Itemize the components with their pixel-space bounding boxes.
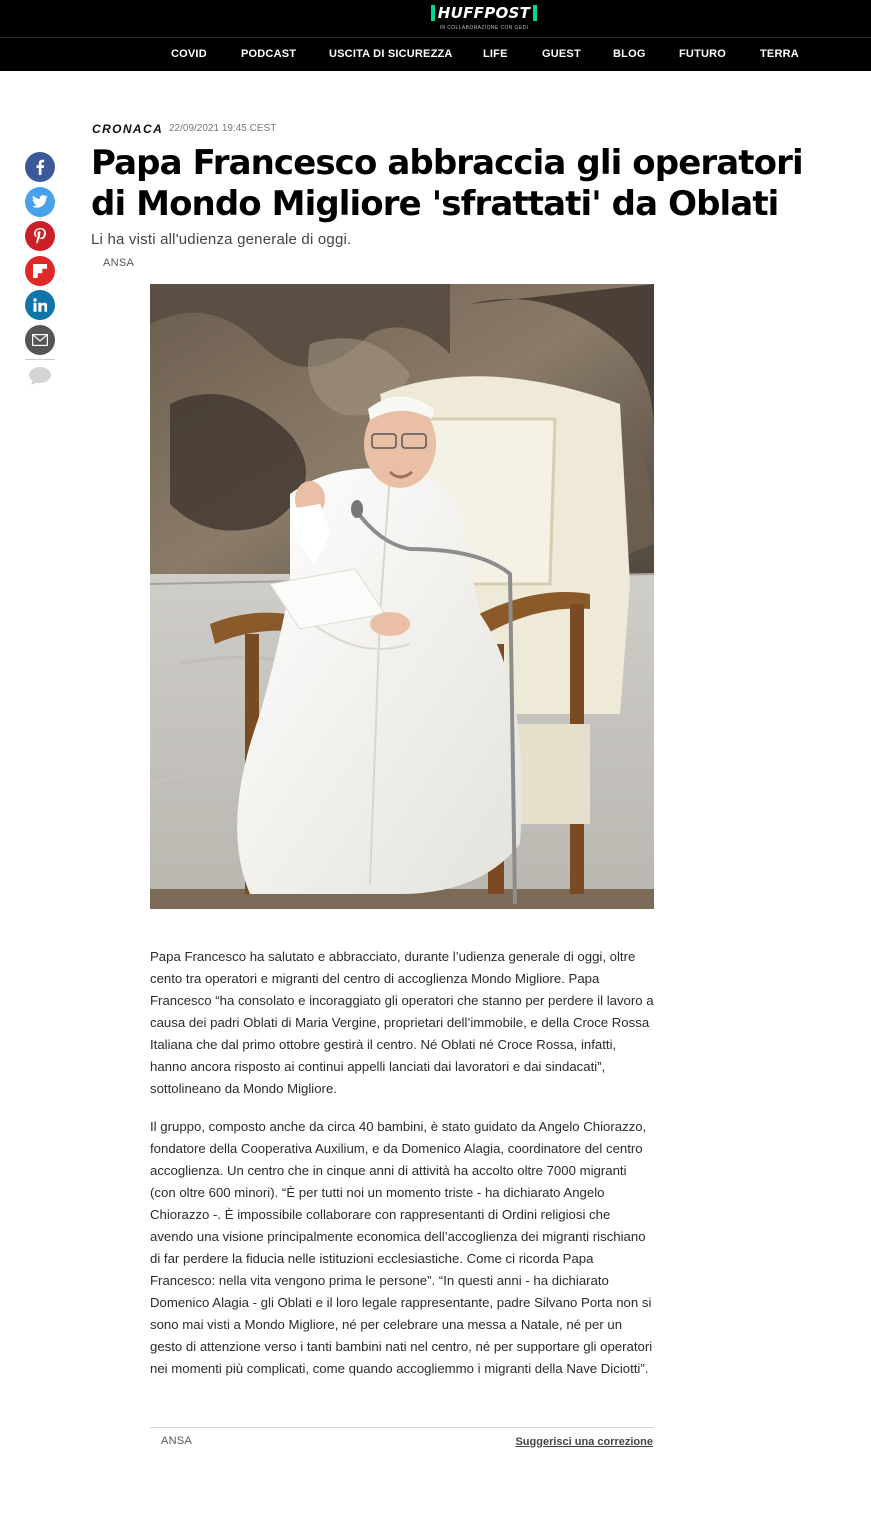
nav-item-terra[interactable]: TERRA — [760, 48, 799, 60]
article-title: Papa Francesco abbraccia gli operatori di Mondo Migliore 'sfrattati' da Oblati — [91, 143, 803, 224]
article-photo — [150, 284, 654, 909]
nav-item-covid[interactable]: COVID — [171, 48, 207, 60]
nav-item-podcast[interactable]: PODCAST — [241, 48, 297, 60]
email-icon[interactable] — [25, 325, 55, 355]
nav-item-uscita-di-sicurezza[interactable]: USCITA DI SICUREZZA — [329, 48, 453, 60]
twitter-icon[interactable] — [25, 187, 55, 217]
linkedin-icon[interactable] — [25, 290, 55, 320]
footer-divider — [150, 1427, 654, 1428]
nav-item-blog[interactable]: BLOG — [613, 48, 646, 60]
article-paragraph-2: Il gruppo, composto anche da circa 40 bambini, è stato guidato da Angelo Chiorazzo, fondatore della Cooperativa Auxilium, e da Domenico Alagia, coordinatore del centro accoglienza. Un centro che in cinque anni di attività ha accolto oltre 7000 migranti (con oltre 600 minori). “È per tutti noi un momento triste - ha dichiarato Angelo Chiorazzo -. È impossibile collaborare con rappresentanti di Ordini religiosi che avendo una visione principalmente economica dell’accoglienza dei migranti rischiano di far perdere la fiducia nelle istituzioni ecclesiastiche. Come ci ricorda Papa Francesco: nella vita vengono prima le persone”. “In questi anni - ha dichiarato Domenico Alagia - gli Oblati e il loro legale rappresentante, padre Silvano Porta non si sono mai visti a Mondo Migliore, né per celebrare una messa a Natale, né per un gesto di attenzione verso i tanti bambini nati nel centro, né per supportare gli operatori nei momenti più complicati, come quando accogliemmo i migranti della Nave Diciotti”. — [150, 1119, 653, 1376]
suggest-correction-link[interactable]: Suggerisci una correzione — [515, 1436, 653, 1448]
logo-tagline: IN COLLABORAZIONE CON GEDI — [439, 25, 529, 31]
share-divider — [25, 359, 55, 360]
logo-accent: HUFFPOST — [431, 5, 537, 21]
share-bar — [25, 152, 55, 386]
flipboard-icon[interactable] — [25, 256, 55, 286]
site-header — [0, 0, 871, 38]
main-nav — [0, 38, 871, 71]
article-body — [150, 946, 655, 1396]
facebook-icon[interactable] — [25, 152, 55, 182]
article-section[interactable]: CRONACA — [92, 122, 164, 136]
nav-item-futuro[interactable]: FUTURO — [679, 48, 727, 60]
article-paragraph-1: Papa Francesco ha salutato e abbracciato, durante l’udienza generale di oggi, oltre cento tra operatori e migranti del centro di accoglienza Mondo Migliore. Papa Francesco “ha consolato e incoraggiato gli operatori che stanno per perdere il lavoro a causa dei padri Oblati di Maria Vergine, proprietari dell’immobile, e della Croce Rossa Italiana che dal primo ottobre gestirà il centro. Né Oblati né Croce Rossa, infatti, hanno ancora risposto ai continui appelli lanciati dai lavoratori e dai sindacati”, sottolineano da Mondo Migliore. — [150, 949, 654, 1096]
article-subtitle: Li ha visti all'udienza generale di oggi. — [91, 231, 352, 248]
comment-icon[interactable] — [28, 366, 52, 386]
footer-credit: ANSA — [161, 1435, 193, 1447]
pinterest-icon[interactable] — [25, 221, 55, 251]
nav-item-life[interactable]: LIFE — [483, 48, 508, 60]
article-credit: ANSA — [103, 257, 135, 269]
huffpost-logo[interactable] — [424, 5, 544, 31]
nav-item-guest[interactable]: GUEST — [542, 48, 581, 60]
pope-photo-illustration — [150, 284, 654, 909]
article-date: 22/09/2021 19:45 CEST — [169, 123, 277, 134]
